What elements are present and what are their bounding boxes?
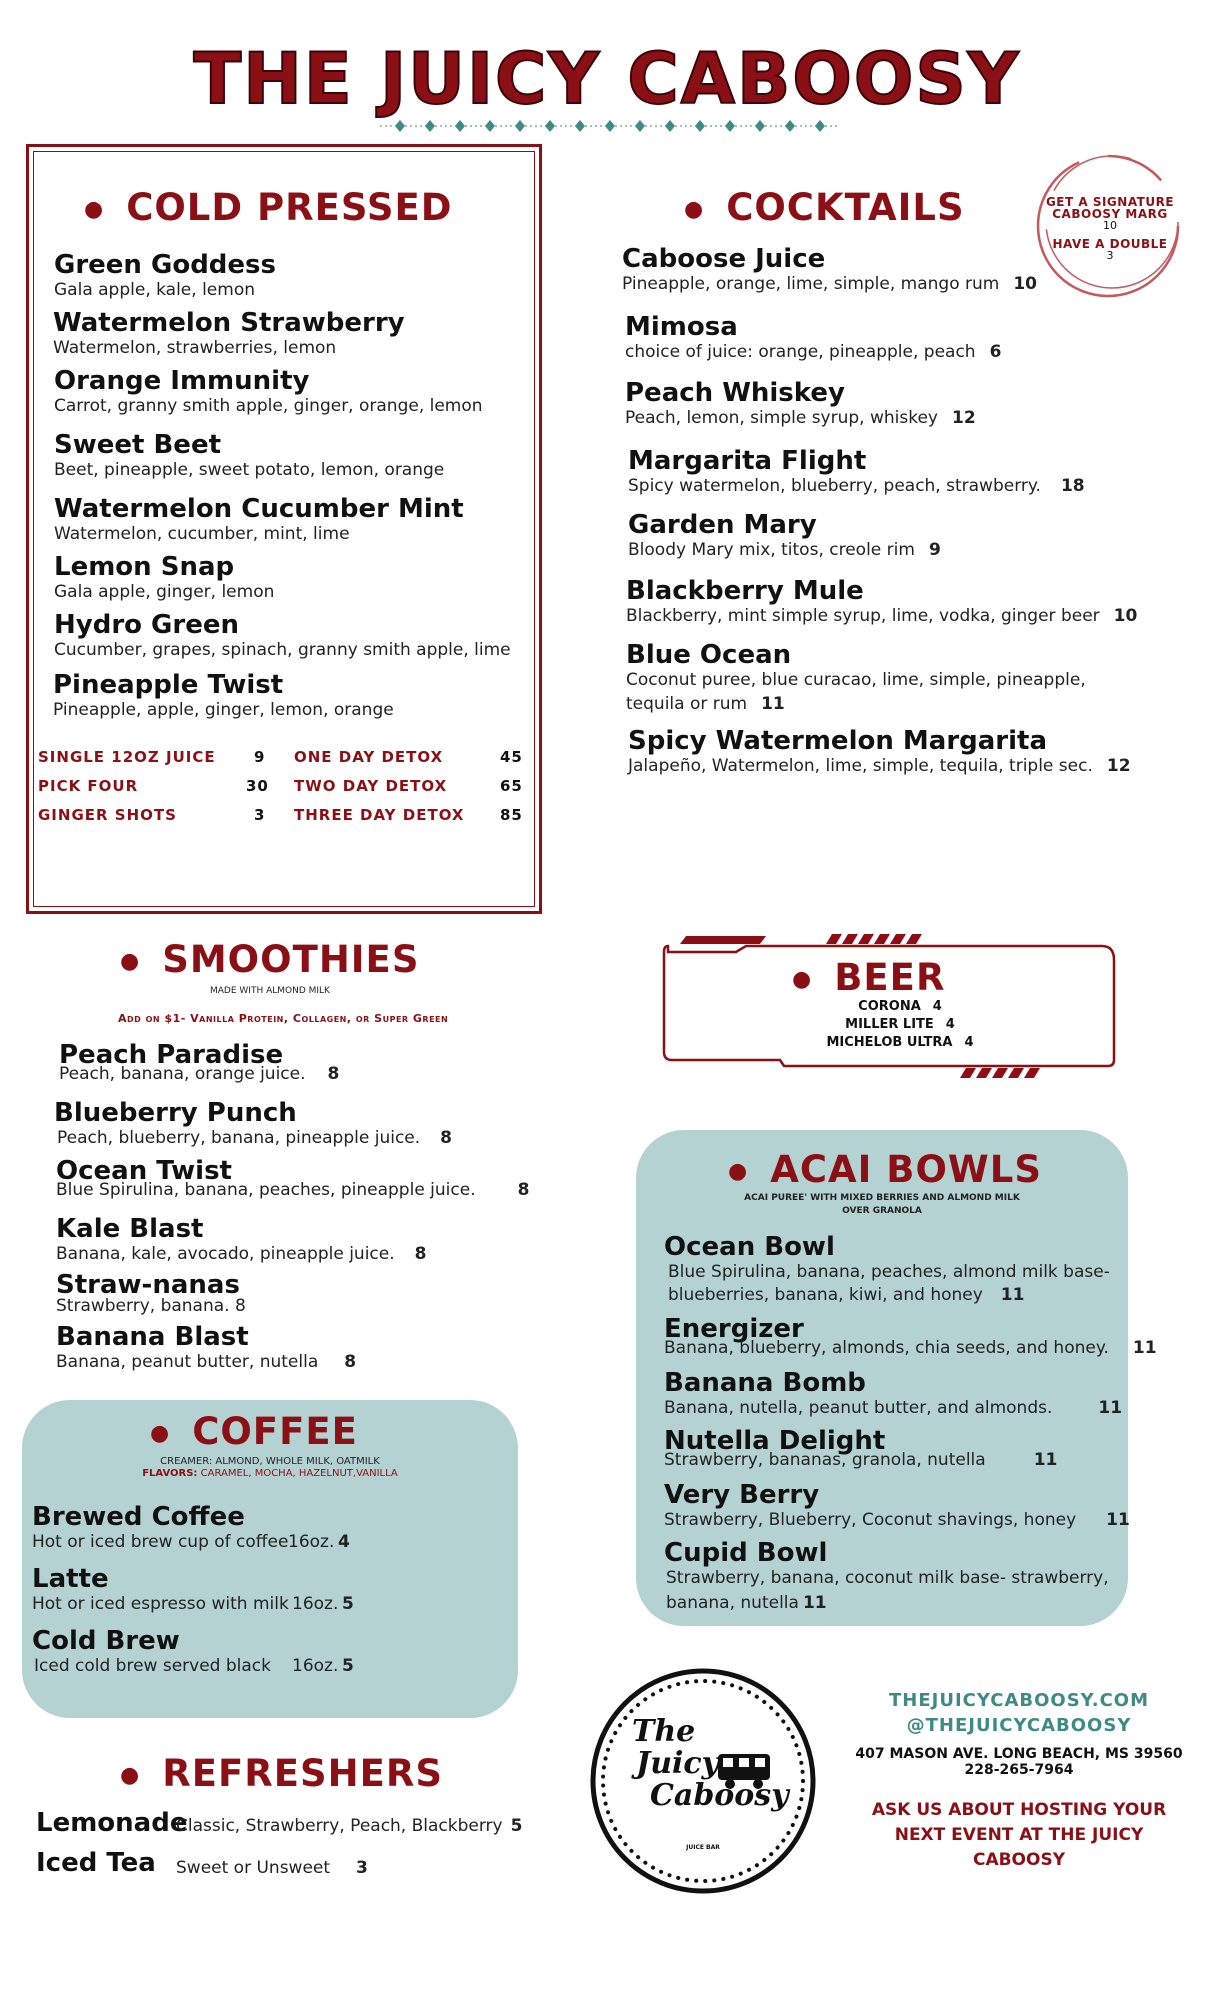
stamp-text xyxy=(1030,196,1190,262)
item-price: 8 xyxy=(344,1352,357,1372)
item-price: 11 xyxy=(802,1593,827,1613)
item-price: 10 xyxy=(1013,274,1038,294)
coffee-heading: ● COFFEE xyxy=(150,1410,358,1453)
item-desc: Watermelon, strawberries, lemon xyxy=(53,338,337,358)
item-desc: Carrot, granny smith apple, ginger, orange, lemon xyxy=(54,396,483,416)
item-price: 4 xyxy=(964,1035,974,1050)
item-price: 5 xyxy=(510,1816,523,1836)
item-name: Energizer xyxy=(664,1314,804,1344)
list-item xyxy=(56,1214,426,1264)
item-desc: Pineapple, orange, lime, simple, mango rum xyxy=(622,274,1000,294)
logo-line: Juicy xyxy=(636,1746,720,1781)
item-desc: Pineapple, apple, ginger, lemon, orange xyxy=(53,700,394,720)
item-name: MILLER LITE xyxy=(845,1017,934,1032)
smoothies-heading: ● SMOOTHIES xyxy=(120,938,420,981)
acai-subtitle xyxy=(636,1192,1128,1218)
list-item xyxy=(56,1156,529,1200)
beer-heading: ● BEER xyxy=(792,956,946,999)
stamp-line: GET A SIGNATURE xyxy=(1045,195,1175,209)
item-name: Cupid Bowl xyxy=(664,1538,828,1568)
list-item xyxy=(664,1314,1157,1358)
list-item xyxy=(54,552,274,602)
item-desc: Bloody Mary mix, titos, creole rim xyxy=(628,540,915,560)
item-price: 5 xyxy=(342,1594,354,1614)
item-desc: Blue Spirulina, banana, peaches, pineapple juice. xyxy=(56,1180,476,1200)
beer-list xyxy=(780,998,1020,1052)
item-desc: Spicy watermelon, blueberry, peach, strawberry. xyxy=(628,476,1041,496)
phone-number[interactable]: 228-265-7964 xyxy=(964,1762,1074,1778)
item-desc: banana, nutella xyxy=(666,1593,799,1613)
item-name: Ocean Twist xyxy=(56,1156,232,1186)
item-desc: Jalapeño, Watermelon, lime, simple, tequila, triple sec. xyxy=(628,756,1093,776)
list-item xyxy=(56,1322,356,1372)
page-title: THE JUICY CABOOSY xyxy=(193,38,1021,120)
item-name: MICHELOB ULTRA xyxy=(826,1035,953,1050)
cocktails-heading: ● COCKTAILS xyxy=(684,186,965,229)
logo-text xyxy=(632,1716,789,1812)
list-item xyxy=(59,1040,339,1084)
item-desc: Strawberry, bananas, granola, nutella xyxy=(664,1450,986,1470)
social-handle-link[interactable]: @THEJUICYCABOOSY xyxy=(906,1715,1132,1736)
item-desc: Banana, kale, avocado, pineapple juice. xyxy=(56,1244,395,1264)
list-item xyxy=(628,726,1131,776)
contact-block xyxy=(834,1690,1204,1873)
item-price: 12 xyxy=(952,408,976,428)
website-link[interactable]: THEJUICYCABOOSY.COM xyxy=(889,1690,1149,1711)
item-price: 10 xyxy=(1113,606,1138,626)
item-desc: Peach, banana, orange juice. xyxy=(59,1064,306,1084)
cta-line: NEXT EVENT AT THE JUICY xyxy=(894,1825,1144,1845)
juicy-caboosy-logo xyxy=(588,1666,818,1896)
stamp-line: HAVE A DOUBLE xyxy=(1052,237,1168,251)
list-item xyxy=(54,250,276,300)
smoothies-subtitle: MADE WITH ALMOND MILK xyxy=(210,986,330,996)
item-price: 8 xyxy=(414,1244,427,1264)
cta-line: ASK US ABOUT HOSTING YOUR xyxy=(871,1800,1167,1820)
item-name: Nutella Delight xyxy=(664,1426,886,1456)
item-name: Latte xyxy=(32,1564,109,1594)
list-item xyxy=(54,494,464,544)
item-price: 11 xyxy=(1033,1450,1058,1470)
item-price: 11 xyxy=(1098,1398,1123,1418)
item-desc: Cucumber, grapes, spinach, granny smith apple, lime xyxy=(54,640,511,660)
item-desc: Hot or iced brew cup of coffee xyxy=(32,1532,289,1552)
item-name: Lemon Snap xyxy=(54,552,235,582)
item-name: Peach Whiskey xyxy=(625,378,845,408)
logo-tagline: JUICE BAR xyxy=(686,1844,720,1851)
item-price: 6 xyxy=(989,342,1002,362)
item-name: Watermelon Cucumber Mint xyxy=(54,494,464,524)
item-desc: Strawberry, banana. 8 xyxy=(56,1296,246,1316)
list-item xyxy=(628,446,1085,496)
item-desc: Banana, blueberry, almonds, chia seeds, and honey. xyxy=(664,1338,1109,1358)
list-item xyxy=(53,670,394,720)
price-value: 30 xyxy=(246,777,269,795)
stamp-line: CABOOSY MARG xyxy=(1052,207,1168,221)
price-label: TWO DAY DETOX xyxy=(294,777,448,795)
item-name: Green Goddess xyxy=(54,250,277,280)
item-desc: Beet, pineapple, sweet potato, lemon, orange xyxy=(54,460,445,480)
list-item xyxy=(56,1270,246,1316)
coffee-flavors-label: FLAVORS: xyxy=(142,1468,198,1479)
item-name: Banana Blast xyxy=(56,1322,249,1352)
acai-heading: ● ACAI BOWLS xyxy=(728,1148,1042,1191)
item-name: Watermelon Strawberry xyxy=(53,308,405,338)
item-size: 16oz. xyxy=(292,1594,339,1614)
item-name: Blue Ocean xyxy=(626,640,792,670)
list-item xyxy=(32,1502,352,1552)
event-cta xyxy=(834,1798,1204,1873)
list-item xyxy=(664,1232,1110,1305)
price-value: 3 xyxy=(254,806,266,824)
item-name: Hydro Green xyxy=(54,610,239,640)
list-item xyxy=(36,1848,156,1878)
item-name: Spicy Watermelon Margarita xyxy=(628,726,1048,756)
item-price: 4 xyxy=(338,1532,350,1552)
refreshers-heading: ● REFRESHERS xyxy=(120,1752,444,1795)
item-name: Lemonade xyxy=(36,1808,188,1838)
price-value: 85 xyxy=(500,806,523,824)
item-price: 12 xyxy=(1106,756,1131,776)
cta-line: CABOOSY xyxy=(972,1850,1066,1870)
list-item xyxy=(36,1808,187,1838)
item-price: 5 xyxy=(342,1656,354,1676)
item-name: Blackberry Mule xyxy=(626,576,864,606)
item-price: 8 xyxy=(327,1064,340,1084)
item-size: 16oz. xyxy=(288,1532,335,1552)
item-desc: Strawberry, banana, coconut milk base- strawberry, xyxy=(666,1568,1109,1588)
item-name: Peach Paradise xyxy=(59,1040,284,1070)
smoothies-addon: Add on $1- Vanilla Protein, Collagen, or Super Green xyxy=(118,1012,449,1025)
item-price: 11 xyxy=(1000,1285,1025,1305)
item-name: CORONA xyxy=(858,999,921,1014)
item-name: Banana Bomb xyxy=(664,1368,866,1398)
item-name: Pineapple Twist xyxy=(53,670,284,700)
price-label: THREE DAY DETOX xyxy=(294,806,465,824)
price-value: 9 xyxy=(254,748,266,766)
item-desc: Banana, nutella, peanut butter, and almonds. xyxy=(664,1398,1053,1418)
list-item xyxy=(625,312,1001,362)
list-item xyxy=(626,640,1086,714)
list-item xyxy=(780,1016,1020,1034)
item-price: 4 xyxy=(945,1017,955,1032)
stamp-price: 3 xyxy=(1106,249,1114,262)
item-desc: Banana, peanut butter, nutella xyxy=(56,1352,319,1372)
item-desc: Classic, Strawberry, Peach, Blackberry xyxy=(176,1816,503,1836)
item-name: Margarita Flight xyxy=(628,446,867,476)
item-desc: Iced cold brew served black xyxy=(34,1656,271,1676)
acai-sub-line: OVER GRANOLA xyxy=(842,1206,922,1216)
list-item xyxy=(54,610,511,660)
list-item xyxy=(664,1480,1130,1530)
item-name: Blueberry Punch xyxy=(54,1098,297,1128)
item-name: Straw-nanas xyxy=(56,1270,240,1300)
item-size: 16oz. xyxy=(292,1656,339,1676)
item-name: Iced Tea xyxy=(36,1848,156,1878)
address: 407 MASON AVE. LONG BEACH, MS 39560 xyxy=(855,1746,1183,1762)
item-name: Ocean Bowl xyxy=(664,1232,835,1262)
list-item xyxy=(54,1098,452,1148)
list-item xyxy=(625,378,976,428)
item-desc: Sweet or Unsweet xyxy=(176,1858,331,1878)
price-label: ONE DAY DETOX xyxy=(294,748,444,766)
stamp-price: 10 xyxy=(1103,219,1117,232)
price-label: SINGLE 12OZ JUICE xyxy=(38,748,216,766)
list-item xyxy=(664,1426,1057,1470)
list-item xyxy=(626,576,1137,626)
logo-line: Caboosy xyxy=(650,1778,789,1813)
price-label: PICK FOUR xyxy=(38,777,139,795)
list-item xyxy=(780,1034,1020,1052)
coffee-flavors: CARAMEL, MOCHA, HAZELNUT,VANILLA xyxy=(197,1468,398,1479)
item-desc: Gala apple, kale, lemon xyxy=(54,280,255,300)
item-name: Garden Mary xyxy=(628,510,817,540)
item-desc: Hot or iced espresso with milk xyxy=(32,1594,289,1614)
item-price: 11 xyxy=(1132,1338,1157,1358)
item-name: Kale Blast xyxy=(56,1214,204,1244)
item-name: Sweet Beet xyxy=(54,430,222,460)
decorative-divider xyxy=(380,119,840,133)
price-label: GINGER SHOTS xyxy=(38,806,177,824)
list-item xyxy=(53,308,405,358)
item-price: 18 xyxy=(1060,476,1085,496)
coffee-creamer: CREAMER: ALMOND, WHOLE MILK, OATMILK xyxy=(160,1456,380,1467)
item-price: 4 xyxy=(932,999,942,1014)
item-desc: Gala apple, ginger, lemon xyxy=(54,582,275,602)
price-value: 65 xyxy=(500,777,523,795)
item-name: Caboose Juice xyxy=(622,244,826,274)
list-item xyxy=(54,430,444,480)
item-desc: Peach, blueberry, banana, pineapple juice. xyxy=(57,1128,421,1148)
list-item xyxy=(54,366,483,416)
list-item xyxy=(780,998,1020,1016)
item-price: 8 xyxy=(517,1180,530,1200)
item-desc: blueberries, banana, kiwi, and honey xyxy=(668,1285,983,1305)
cold-pressed-heading: ● COLD PRESSED xyxy=(84,186,453,229)
item-desc: Watermelon, cucumber, mint, lime xyxy=(54,524,350,544)
item-name: Very Berry xyxy=(664,1480,820,1510)
list-item xyxy=(628,510,941,560)
list-item xyxy=(32,1626,352,1676)
coffee-subtitle xyxy=(22,1456,518,1480)
item-price: 11 xyxy=(761,694,785,714)
item-desc: Peach, lemon, simple syrup, whiskey xyxy=(625,408,938,428)
price-value: 45 xyxy=(500,748,523,766)
item-desc: Strawberry, Blueberry, Coconut shavings, honey xyxy=(664,1510,1077,1530)
list-item xyxy=(32,1564,352,1614)
list-item xyxy=(622,244,1037,294)
item-name: Brewed Coffee xyxy=(32,1502,245,1532)
logo-line: The xyxy=(632,1714,696,1749)
item-desc: Blackberry, mint simple syrup, lime, vodka, ginger beer xyxy=(626,606,1100,626)
signature-marg-stamp xyxy=(1030,146,1190,306)
item-price: 3 xyxy=(356,1858,368,1878)
item-desc: choice of juice: orange, pineapple, peach xyxy=(625,342,976,362)
item-name: Cold Brew xyxy=(32,1626,180,1656)
list-item xyxy=(664,1538,1109,1613)
item-name: Mimosa xyxy=(625,312,738,342)
item-price: 9 xyxy=(928,540,941,560)
item-desc: Blue Spirulina, banana, peaches, almond milk base- xyxy=(668,1262,1110,1282)
item-desc: Coconut puree, blue curacao, lime, simple, pineapple, xyxy=(626,670,1086,690)
list-item xyxy=(664,1368,1122,1418)
item-name: Orange Immunity xyxy=(54,366,310,396)
acai-sub-line: ACAI PUREE' WITH MIXED BERRIES AND ALMOND MILK xyxy=(744,1193,1020,1203)
item-desc: tequila or rum xyxy=(626,694,748,714)
item-price: 8 xyxy=(440,1128,453,1148)
item-price: 11 xyxy=(1106,1510,1130,1530)
